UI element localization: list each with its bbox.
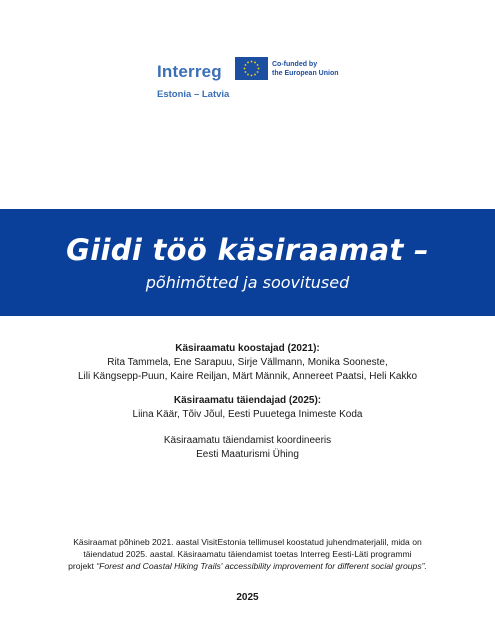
eu-star [254, 62, 256, 64]
coordination-line-2: Eesti Maaturismi Ühing [196, 449, 299, 460]
eu-stars-icon [235, 57, 268, 80]
title-band [0, 209, 495, 316]
authors-line-1: Rita Tammela, Ene Sarapuu, Sirje Vällmann, Monika Sooneste, [107, 357, 388, 368]
eu-star [251, 61, 253, 63]
eu-star [245, 71, 247, 73]
eu-star [244, 68, 246, 70]
eu-line-1: Co-funded by [272, 61, 318, 68]
eu-star [247, 62, 249, 64]
supplementers-line-1: Liina Käär, Tõiv Jõul, Eesti Puuetega Inimeste Koda [132, 409, 363, 420]
eu-star [257, 64, 259, 66]
document-title: Giidi töö käsiraamat – [66, 233, 429, 267]
funding-note-line-3 [30, 560, 465, 572]
programme-region: Estonia – Latvia [157, 89, 230, 100]
coordination-line-1: Käsiraamatu täiendamist koordineeris [163, 435, 332, 446]
eu-star [245, 64, 247, 66]
interreg-wordmark: Interreg [157, 62, 222, 81]
eu-star [251, 75, 253, 77]
eu-star [258, 68, 260, 70]
eu-star [257, 71, 259, 73]
publication-year: 2025 [236, 592, 259, 603]
supplementers-section [0, 394, 495, 422]
eu-flag-icon [235, 57, 268, 80]
project-name: “Forest and Coastal Hiking Trails' accessibility improvement for different social groups”. [96, 561, 427, 571]
eu-star [254, 74, 256, 76]
coordination-section [0, 434, 495, 462]
funding-note-line-1: Käsiraamat põhineb 2021. aastal VisitEstonia tellimusel koostatud juhendmaterjalil, mida on [73, 537, 422, 547]
funding-note-line-2: täiendatud 2025. aastal. Käsiraamatu täiendamist toetas Interreg Eesti-Läti programmi [83, 549, 412, 559]
eu-line-2: the European Union [272, 70, 339, 77]
authors-section [0, 342, 495, 384]
eu-cofunded-label [272, 60, 339, 78]
funding-note [30, 536, 465, 572]
eu-star [247, 74, 249, 76]
supplementers-heading: Käsiraamatu täiendajad (2025): [173, 395, 322, 406]
funding-note-prefix: projekt [68, 561, 97, 571]
document-subtitle: põhimõtted ja soovitused [145, 273, 350, 292]
authors-heading: Käsiraamatu koostajad (2021): [175, 343, 320, 354]
authors-line-2: Lili Kängsepp-Puun, Kaire Reiljan, Märt Männik, Annereet Paatsi, Heli Kakko [77, 371, 418, 382]
